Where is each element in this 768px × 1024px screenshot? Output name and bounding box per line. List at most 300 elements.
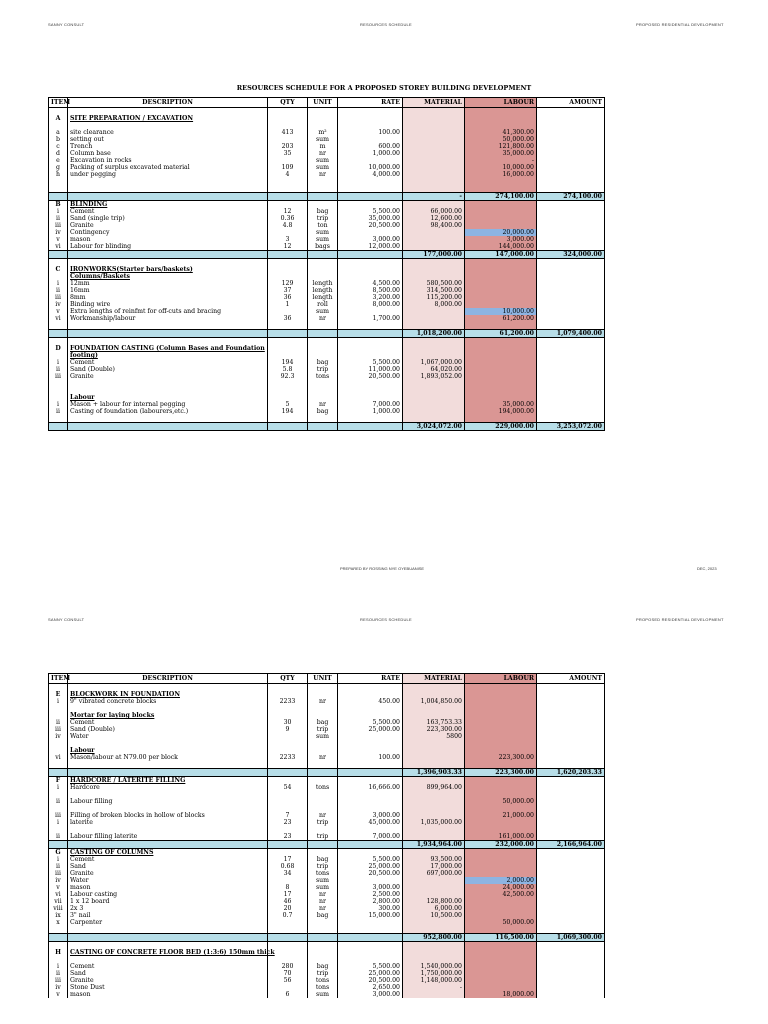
description-cell <box>68 423 268 431</box>
item-cell: iv <box>49 229 68 236</box>
rate-cell <box>338 926 403 934</box>
table-row <box>49 754 605 761</box>
table-row <box>49 352 605 359</box>
labour-cell <box>465 863 537 870</box>
item-cell <box>49 740 68 747</box>
labour-cell: 121,800.00 <box>465 143 537 150</box>
description-cell <box>68 415 268 423</box>
item-cell <box>49 712 68 719</box>
description-cell: Water <box>68 733 268 740</box>
amount-cell <box>537 373 605 380</box>
unit-cell: roll <box>308 301 338 308</box>
description-cell: 12mm <box>68 280 268 287</box>
material-cell: 12,600.00 <box>403 215 465 222</box>
material-cell <box>403 942 465 950</box>
qty-cell <box>268 415 308 423</box>
qty-cell: 9 <box>268 726 308 733</box>
rate-cell <box>338 956 403 963</box>
qty-cell: 54 <box>268 784 308 791</box>
unit-cell <box>308 273 338 280</box>
amount-cell <box>537 684 605 692</box>
description-cell <box>68 934 268 942</box>
amount-cell <box>537 338 605 346</box>
unit-cell <box>308 841 338 849</box>
material-cell <box>403 150 465 157</box>
qty-cell <box>268 259 308 267</box>
item-cell <box>49 273 68 280</box>
material-cell <box>403 171 465 178</box>
unit-cell: length <box>308 287 338 294</box>
material-cell <box>403 394 465 401</box>
unit-cell: bag <box>308 963 338 970</box>
material-cell <box>403 826 465 833</box>
amount-cell <box>537 215 605 222</box>
table-row <box>49 236 605 243</box>
rate-cell <box>338 705 403 712</box>
table-row <box>49 963 605 970</box>
unit-cell: nr <box>308 905 338 912</box>
amount-cell <box>537 970 605 977</box>
rate-cell: 1,700.00 <box>338 315 403 322</box>
description-cell: Contingency <box>68 229 268 236</box>
table-row <box>49 877 605 884</box>
unit-cell: bag <box>308 208 338 215</box>
qty-cell <box>268 322 308 330</box>
labour-cell: 194,000.00 <box>465 408 537 415</box>
amount-cell <box>537 259 605 267</box>
description-cell: BLOCKWORK IN FOUNDATION <box>68 691 268 698</box>
item-cell <box>49 841 68 849</box>
table-header-row <box>49 98 605 108</box>
amount-cell <box>537 185 605 193</box>
unit-cell <box>308 394 338 401</box>
table-row <box>49 171 605 178</box>
table-row <box>49 266 605 273</box>
table-row <box>49 777 605 785</box>
rate-cell <box>338 733 403 740</box>
rate-cell <box>338 185 403 193</box>
description-cell: Filling of broken blocks in hollow of blocks <box>68 812 268 819</box>
item-cell <box>49 251 68 259</box>
unit-cell <box>308 805 338 812</box>
rate-cell <box>338 387 403 394</box>
unit-cell: trip <box>308 970 338 977</box>
labour-cell <box>465 115 537 122</box>
subtotal-row <box>49 841 605 849</box>
item-cell: D <box>49 345 68 352</box>
description-cell <box>68 387 268 394</box>
rate-cell: 35,000.00 <box>338 215 403 222</box>
description-cell: Sand <box>68 863 268 870</box>
table-row <box>49 905 605 912</box>
subtotal-row <box>49 934 605 942</box>
item-cell: ii <box>49 215 68 222</box>
qty-cell <box>268 849 308 857</box>
qty-cell <box>268 251 308 259</box>
amount-cell <box>537 380 605 387</box>
item-cell <box>49 684 68 692</box>
item-cell: G <box>49 849 68 857</box>
material-cell <box>403 322 465 330</box>
amount-cell <box>537 712 605 719</box>
description-cell: Mason + labour for internal pegging <box>68 401 268 408</box>
description-cell: Sand <box>68 970 268 977</box>
amount-cell <box>537 208 605 215</box>
amount-cell <box>537 157 605 164</box>
rate-cell: 300.00 <box>338 905 403 912</box>
labour-cell: 161,000.00 <box>465 833 537 841</box>
amount-cell: 3,253,072.00 <box>537 423 605 431</box>
material-cell <box>403 236 465 243</box>
spacer-row <box>49 259 605 267</box>
rate-cell: 20,500.00 <box>338 373 403 380</box>
table-row <box>49 977 605 984</box>
labour-cell: 232,000.00 <box>465 841 537 849</box>
unit-cell <box>308 949 338 956</box>
description-cell <box>68 178 268 185</box>
labour-cell <box>465 849 537 857</box>
qty-cell <box>268 380 308 387</box>
material-cell <box>403 387 465 394</box>
rate-cell: 7,000.00 <box>338 401 403 408</box>
labour-cell <box>465 287 537 294</box>
item-cell: ii <box>49 970 68 977</box>
labour-cell <box>465 805 537 812</box>
labour-cell <box>465 208 537 215</box>
unit-cell: nr <box>308 891 338 898</box>
qty-cell: 70 <box>268 970 308 977</box>
description-cell <box>68 761 268 769</box>
amount-cell <box>537 898 605 905</box>
qty-cell: 5 <box>268 401 308 408</box>
qty-cell <box>268 956 308 963</box>
description-cell: Sand (Double) <box>68 366 268 373</box>
unit-cell <box>308 791 338 798</box>
qty-cell <box>268 733 308 740</box>
labour-cell <box>465 201 537 209</box>
table-row <box>49 243 605 251</box>
material-cell: 98,400.00 <box>403 222 465 229</box>
qty-cell <box>268 740 308 747</box>
amount-cell <box>537 719 605 726</box>
table-row <box>49 157 605 164</box>
material-cell: 1,004,850.00 <box>403 698 465 705</box>
table-row <box>49 408 605 415</box>
rate-cell <box>338 193 403 201</box>
rate-cell <box>338 747 403 754</box>
material-cell: 223,300.00 <box>403 726 465 733</box>
material-cell <box>403 229 465 236</box>
labour-cell <box>465 266 537 273</box>
item-cell <box>49 956 68 963</box>
labour-cell <box>465 691 537 698</box>
spacer-row <box>49 926 605 934</box>
amount-cell <box>537 812 605 819</box>
amount-cell <box>537 178 605 185</box>
rate-cell: 25,000.00 <box>338 726 403 733</box>
item-cell: H <box>49 949 68 956</box>
description-cell <box>68 251 268 259</box>
qty-cell <box>268 185 308 193</box>
unit-cell: nr <box>308 315 338 322</box>
qty-cell <box>268 984 308 991</box>
description-cell: Granite <box>68 222 268 229</box>
material-cell <box>403 849 465 857</box>
item-cell: iii <box>49 812 68 819</box>
unit-cell <box>308 122 338 129</box>
material-cell: - <box>403 984 465 991</box>
table-row <box>49 919 605 926</box>
item-cell: i <box>49 359 68 366</box>
qty-cell: 12 <box>268 243 308 251</box>
unit-cell <box>308 423 338 431</box>
labour-cell: 18,000.00 <box>465 991 537 998</box>
description-cell <box>68 805 268 812</box>
description-cell: Sand (single trip) <box>68 215 268 222</box>
item-cell: iv <box>49 733 68 740</box>
description-cell: 8mm <box>68 294 268 301</box>
subtotal-row <box>49 330 605 338</box>
qty-cell: 6 <box>268 991 308 998</box>
labour-cell <box>465 905 537 912</box>
rate-cell <box>338 330 403 338</box>
table-row <box>49 136 605 143</box>
unit-cell: sum <box>308 308 338 315</box>
rate-cell: 5,500.00 <box>338 208 403 215</box>
table-row <box>49 891 605 898</box>
rate-cell: 11,000.00 <box>338 366 403 373</box>
material-cell: 952,800.00 <box>403 934 465 942</box>
description-cell: Column base <box>68 150 268 157</box>
page2-header-right: PROPOSED RESIDENTIAL DEVELOPMENT <box>636 617 724 622</box>
description-cell: Cement <box>68 856 268 863</box>
unit-cell <box>308 330 338 338</box>
labour-cell: - <box>465 157 537 164</box>
rate-cell <box>338 805 403 812</box>
table-row <box>49 984 605 991</box>
description-cell: Mortar for laying blocks <box>68 712 268 719</box>
qty-cell <box>268 330 308 338</box>
labour-cell <box>465 301 537 308</box>
material-cell <box>403 401 465 408</box>
qty-cell <box>268 942 308 950</box>
labour-cell: 24,000.00 <box>465 884 537 891</box>
description-cell <box>68 769 268 777</box>
qty-cell <box>268 761 308 769</box>
qty-cell: 37 <box>268 287 308 294</box>
qty-cell: 413 <box>268 129 308 136</box>
amount-cell <box>537 294 605 301</box>
spacer-row <box>49 942 605 950</box>
material-cell <box>403 761 465 769</box>
rate-cell: 2,800.00 <box>338 898 403 905</box>
item-cell: A <box>49 115 68 122</box>
unit-cell: sum <box>308 229 338 236</box>
labour-cell: 147,000.00 <box>465 251 537 259</box>
item-cell: C <box>49 266 68 273</box>
amount-cell: 324,000.00 <box>537 251 605 259</box>
material-cell <box>403 164 465 171</box>
unit-cell <box>308 826 338 833</box>
material-cell <box>403 754 465 761</box>
qty-cell: 8 <box>268 884 308 891</box>
rate-cell: 8,500.00 <box>338 287 403 294</box>
unit-cell: sum <box>308 991 338 998</box>
rate-cell: 7,000.00 <box>338 833 403 841</box>
amount-cell <box>537 222 605 229</box>
table-row <box>49 143 605 150</box>
spacer-row <box>49 791 605 798</box>
labour-cell <box>465 970 537 977</box>
unit-cell: tons <box>308 977 338 984</box>
unit-cell: tons <box>308 870 338 877</box>
rate-cell <box>338 684 403 692</box>
item-cell <box>49 826 68 833</box>
spacer-row <box>49 805 605 812</box>
description-cell: 1 x 12 board <box>68 898 268 905</box>
material-cell: 6,000.00 <box>403 905 465 912</box>
description-cell: Cement <box>68 208 268 215</box>
table-row <box>49 287 605 294</box>
spacer-row <box>49 322 605 330</box>
description-cell: footing) <box>68 352 268 359</box>
unit-cell: trip <box>308 863 338 870</box>
item-cell: d <box>49 150 68 157</box>
rate-cell: 1,000.00 <box>338 150 403 157</box>
labour-cell <box>465 705 537 712</box>
unit-cell: m <box>308 143 338 150</box>
amount-cell <box>537 912 605 919</box>
table-row <box>49 698 605 705</box>
rate-cell <box>338 308 403 315</box>
item-cell: ii <box>49 833 68 841</box>
item-cell <box>49 747 68 754</box>
material-cell: 1,067,000.00 <box>403 359 465 366</box>
labour-cell <box>465 222 537 229</box>
labour-cell <box>465 912 537 919</box>
spacer-row <box>49 380 605 387</box>
labour-cell <box>465 777 537 785</box>
rate-cell: 8,000.00 <box>338 301 403 308</box>
amount-cell <box>537 115 605 122</box>
description-cell: HARDCORE / LATERITE FILLING <box>68 777 268 785</box>
description-cell <box>68 942 268 950</box>
unit-cell: sum <box>308 733 338 740</box>
qty-cell: 12 <box>268 208 308 215</box>
rate-cell <box>338 934 403 942</box>
unit-cell <box>308 380 338 387</box>
qty-cell <box>268 193 308 201</box>
material-cell <box>403 833 465 841</box>
amount-cell <box>537 926 605 934</box>
qty-cell <box>268 777 308 785</box>
page1-header-left: SANNY CONSULT <box>48 22 85 27</box>
labour-cell <box>465 359 537 366</box>
amount-cell <box>537 171 605 178</box>
item-cell: ii <box>49 408 68 415</box>
description-cell: BLINDING <box>68 201 268 209</box>
description-cell: Workmanship/labour <box>68 315 268 322</box>
rate-cell: 20,500.00 <box>338 870 403 877</box>
material-cell: 8,000.00 <box>403 301 465 308</box>
spacer-row <box>49 387 605 394</box>
qty-cell: 34 <box>268 870 308 877</box>
item-cell <box>49 934 68 942</box>
item-cell: i <box>49 208 68 215</box>
labour-cell <box>465 819 537 826</box>
rate-cell: 5,500.00 <box>338 359 403 366</box>
rate-cell <box>338 201 403 209</box>
material-cell <box>403 273 465 280</box>
item-cell <box>49 108 68 116</box>
rate-cell <box>338 178 403 185</box>
item-cell <box>49 185 68 193</box>
material-cell: 66,000.00 <box>403 208 465 215</box>
material-cell: 580,500.00 <box>403 280 465 287</box>
labour-cell <box>465 122 537 129</box>
item-cell: iii <box>49 870 68 877</box>
item-cell: iii <box>49 726 68 733</box>
unit-cell: bags <box>308 243 338 251</box>
column-header-rate: RATE <box>338 674 403 684</box>
labour-cell: 35,000.00 <box>465 150 537 157</box>
amount-cell <box>537 777 605 785</box>
material-cell <box>403 345 465 352</box>
table-row <box>49 215 605 222</box>
table-header-row <box>49 674 605 684</box>
qty-cell: 280 <box>268 963 308 970</box>
item-cell <box>49 415 68 423</box>
labour-cell <box>465 942 537 950</box>
material-cell <box>403 201 465 209</box>
material-cell: 17,000.00 <box>403 863 465 870</box>
rate-cell <box>338 791 403 798</box>
rate-cell <box>338 849 403 857</box>
table-row <box>49 726 605 733</box>
material-cell: 93,500.00 <box>403 856 465 863</box>
labour-cell <box>465 898 537 905</box>
rate-cell <box>338 251 403 259</box>
labour-cell: 42,500.00 <box>465 891 537 898</box>
spacer-row <box>49 956 605 963</box>
material-cell: 314,500.00 <box>403 287 465 294</box>
rate-cell <box>338 761 403 769</box>
description-cell: Excavation in rocks <box>68 157 268 164</box>
qty-cell: 7 <box>268 812 308 819</box>
unit-cell <box>308 415 338 423</box>
qty-cell: 3 <box>268 236 308 243</box>
labour-cell <box>465 215 537 222</box>
material-cell: 1,893,052.00 <box>403 373 465 380</box>
labour-cell <box>465 826 537 833</box>
rate-cell: 450.00 <box>338 698 403 705</box>
qty-cell: 30 <box>268 719 308 726</box>
amount-cell <box>537 942 605 950</box>
description-cell: Granite <box>68 373 268 380</box>
unit-cell: nr <box>308 754 338 761</box>
unit-cell: sum <box>308 236 338 243</box>
unit-cell: sum <box>308 136 338 143</box>
item-cell: i <box>49 401 68 408</box>
rate-cell <box>338 691 403 698</box>
unit-cell: sum <box>308 877 338 884</box>
unit-cell <box>308 251 338 259</box>
item-cell: ii <box>49 366 68 373</box>
qty-cell <box>268 108 308 116</box>
labour-cell <box>465 726 537 733</box>
spacer-row <box>49 826 605 833</box>
qty-cell: 23 <box>268 833 308 841</box>
